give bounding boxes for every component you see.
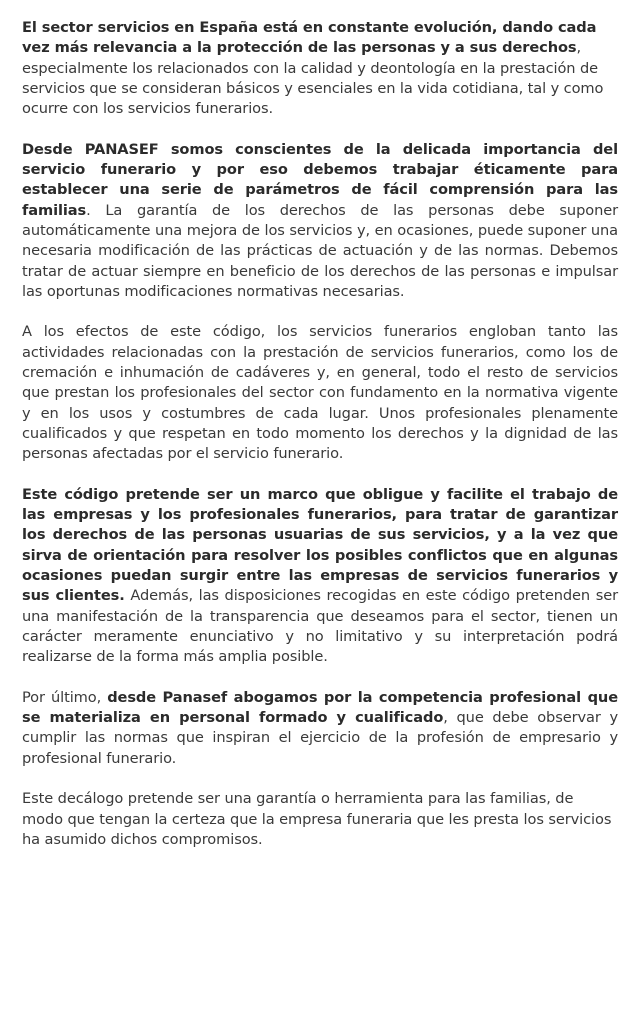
- paragraph-text: A los efectos de este código, los servicios funerarios engloban tanto las actividades relacionadas con la prestación de servicios funerarios, como los de cremación e inhumación de cadáveres y, en general, todo el resto de servicios que prestan los profesionales del sector con fundamento en la normativa vigente y en los usos y costumbres de cada lugar. Unos profesionales plenamente cualificados y que respetan en todo momento los derechos y la dignidad de las personas afectadas por el servicio funerario.: [22, 323, 618, 463]
- paragraph-bold-text: Desde PANASEF somos conscientes de la delicada importancia del servicio funerario y por eso debemos trabajar éticamente para establecer una serie de parámetros de fácil comprensión para las familias: [22, 140, 618, 219]
- paragraph-text: , que debe observar y cumplir las normas que inspiran el ejercicio de la profesión de empresario y profesional funerario.: [22, 709, 619, 767]
- paragraph-competence: [22, 688, 618, 769]
- paragraph-text: , especialmente los relacionados con la calidad y deontología en la prestación de servicios que se consideran básicos y esenciales en la vida cotidiana, tal y como ocurre con los servicios funerarios.: [22, 39, 604, 118]
- paragraph-bold-text: desde Panasef abogamos por la competencia profesional que se materializa en personal formado y cualificado: [22, 688, 618, 727]
- paragraph-text: Este decálogo pretende ser una garantía o herramienta para las familias, de modo que tengan la certeza que la empresa funeraria que les presta los servicios ha asumido dichos compromisos.: [22, 790, 612, 848]
- paragraph-text: Además, las disposiciones recogidas en este código pretenden ser una manifestación de la transparencia que deseamos para el sector, tienen un carácter meramente enunciativo y no limitativo y su interpretación podrá realizarse de la forma más amplia posible.: [22, 587, 618, 666]
- paragraph-intro: [22, 18, 618, 119]
- paragraph-text: . La garantía de los derechos de las personas debe suponer automáticamente una mejora de los servicios y, en ocasiones, puede suponer una necesaria modificación de las prácticas de actuación y de las normas. Debemos tratar de actuar siempre en beneficio de los derechos de las personas e impulsar las oportunas modificaciones normativas necesarias.: [22, 201, 618, 300]
- paragraph-text: Por último,: [22, 688, 108, 706]
- document-body: [22, 18, 618, 870]
- paragraph-decalogue: [22, 789, 618, 850]
- paragraph-bold-text: Este código pretende ser un marco que obligue y facilite el trabajo de las empresas y los profesionales funerarios, para tratar de garantizar los derechos de las personas usuarias de sus servicios, y a la vez que sirva de orientación para resolver los posibles conflictos que en algunas ocasiones puedan surgir entre las empresas de servicios funerarios y sus clientes.: [22, 485, 618, 605]
- paragraph-bold-text: El sector servicios en España está en constante evolución, dando cada vez más relevancia a la protección de las personas y a sus derechos: [22, 19, 597, 57]
- paragraph-scope: [22, 322, 618, 464]
- paragraph-code-purpose: [22, 485, 618, 668]
- paragraph-panasef: [22, 140, 618, 302]
